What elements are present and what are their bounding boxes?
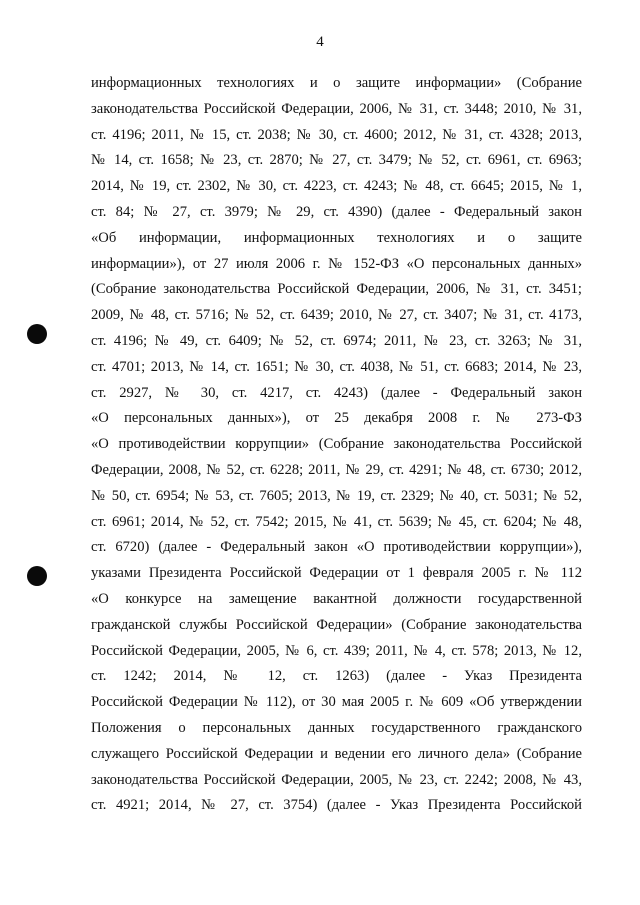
text-line: ст. 1242; 2014, № 12, ст. 1263) (далее - Указ Президента <box>91 668 582 685</box>
text-line: ст. 84; № 27, ст. 3979; № 29, ст. 4390) (далее - Федеральный закон <box>91 203 582 220</box>
text-line: Российской Федерации, 2005, № 6, ст. 439; 2011, № 4, ст. 578; 2013, № 12, <box>91 642 582 659</box>
text-line: ст. 4196; № 49, ст. 6409; № 52, ст. 6974; 2011, № 23, ст. 3263; № 31, <box>91 332 582 349</box>
text-line: служащего Российской Федерации и ведении его личного дела» (Собрание <box>91 745 582 762</box>
text-line: ст. 4921; 2014, № 27, ст. 3754) (далее - Указ Президента Российской <box>91 797 582 814</box>
text-line: «О конкурсе на замещение вакантной должности государственной <box>91 590 582 607</box>
text-line: 2014, № 19, ст. 2302, № 30, ст. 4223, ст. 4243; № 48, ст. 6645; 2015, № 1, <box>91 178 582 195</box>
text-line: «Об информации, информационных технологиях и о защите <box>91 229 582 246</box>
text-line: «О противодействии коррупции» (Собрание законодательства Российской <box>91 436 582 453</box>
text-line: ст. 4701; 2013, № 14, ст. 1651; № 30, ст. 4038, № 51, ст. 6683; 2014, № 23, <box>91 358 582 375</box>
text-line: информации»), от 27 июля 2006 г. № 152-ФЗ «О персональных данных» <box>91 255 582 272</box>
text-line: ст. 6961; 2014, № 52, ст. 7542; 2015, № 41, ст. 5639; № 45, ст. 6204; № 48, <box>91 513 582 530</box>
text-line: законодательства Российской Федерации, 2005, № 23, ст. 2242; 2008, № 43, <box>91 771 582 788</box>
punch-hole-top <box>27 324 47 344</box>
text-line: № 50, ст. 6954; № 53, ст. 7605; 2013, № 19, ст. 2329; № 40, ст. 5031; № 52, <box>91 487 582 504</box>
text-line: ст. 4196; 2011, № 15, ст. 2038; № 30, ст. 4600; 2012, № 31, ст. 4328; 2013, <box>91 126 582 143</box>
text-line: Российской Федерации № 112), от 30 мая 2005 г. № 609 «Об утверждении <box>91 694 582 711</box>
text-line: Положения о персональных данных государственного гражданского <box>91 719 582 736</box>
text-line: указами Президента Российской Федерации от 1 февраля 2005 г. № 112 <box>91 565 582 582</box>
text-line: «О персональных данных»), от 25 декабря 2008 г. № 273-ФЗ <box>91 410 582 427</box>
text-line: № 14, ст. 1658; № 23, ст. 2870; № 27, ст. 3479; № 52, ст. 6961, ст. 6963; <box>91 152 582 169</box>
punch-hole-bottom <box>27 566 47 586</box>
text-line: ст. 2927, № 30, ст. 4217, ст. 4243) (далее - Федеральный закон <box>91 384 582 401</box>
page-number: 4 <box>316 34 324 50</box>
text-line: (Собрание законодательства Российской Федерации, 2006, № 31, ст. 3451; <box>91 281 582 298</box>
text-line: 2009, № 48, ст. 5716; № 52, ст. 6439; 2010, № 27, ст. 3407; № 31, ст. 4173, <box>91 307 582 324</box>
text-line: информационных технологиях и о защите информации» (Собрание <box>91 75 582 91</box>
document-body <box>91 71 582 819</box>
text-line: гражданской службы Российской Федерации» (Собрание законодательства <box>91 616 582 633</box>
text-line: Федерации, 2008, № 52, ст. 6228; 2011, № 29, ст. 4291; № 48, ст. 6730; 2012, <box>91 461 582 478</box>
text-line: ст. 6720) (далее - Федеральный закон «О противодействии коррупции»), <box>91 539 582 556</box>
text-line: законодательства Российской Федерации, 2006, № 31, ст. 3448; 2010, № 31, <box>91 100 582 117</box>
